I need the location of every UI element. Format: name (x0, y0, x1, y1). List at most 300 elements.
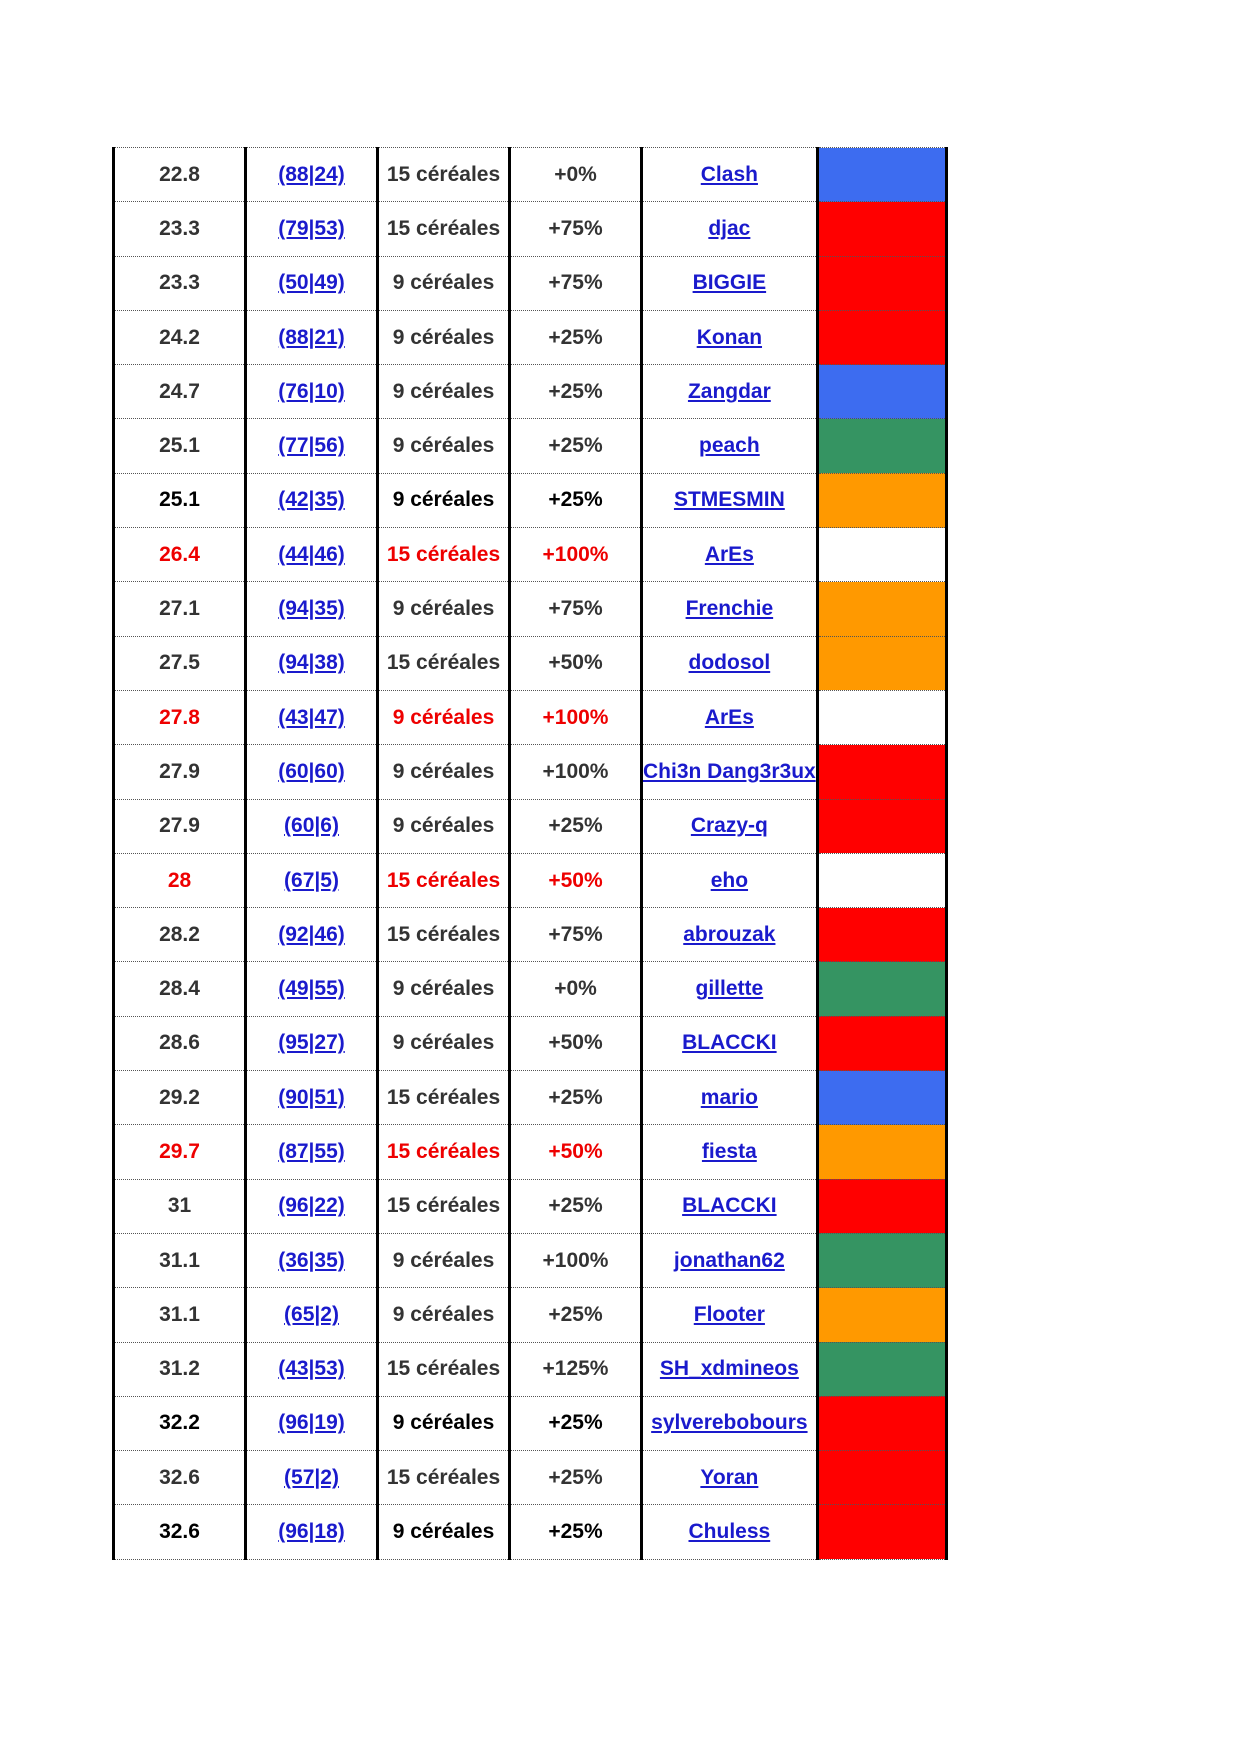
bonus-text: +25% (548, 1194, 603, 1218)
score-text: 23.3 (159, 216, 200, 240)
coords-cell (246, 1505, 378, 1559)
player-link[interactable]: eho (710, 868, 749, 892)
coords-link[interactable]: (88|24) (278, 162, 345, 186)
coords-cell (246, 636, 378, 690)
bonus-text: +75% (548, 271, 603, 295)
bonus-text: +25% (548, 1302, 603, 1326)
cereals-cell (378, 1125, 510, 1179)
score-cell (114, 853, 246, 907)
color-swatch (817, 1233, 946, 1287)
coords-link[interactable]: (92|46) (278, 922, 345, 946)
score-text: 27.8 (159, 705, 200, 729)
cereals-cell (378, 1505, 510, 1559)
table-row (114, 1451, 947, 1505)
cereals-text: 9 céréales (392, 705, 495, 729)
color-swatch (817, 799, 946, 853)
player-cell (642, 256, 818, 310)
coords-cell (246, 473, 378, 527)
coords-link[interactable]: (42|35) (278, 488, 345, 512)
cereals-cell (378, 365, 510, 419)
cereals-cell (378, 419, 510, 473)
color-swatch (817, 202, 946, 256)
score-text: 28 (167, 868, 192, 892)
player-link[interactable]: sylverebobours (651, 1411, 808, 1435)
score-cell (114, 1505, 246, 1559)
bonus-text: +75% (548, 597, 603, 621)
player-cell (642, 202, 818, 256)
score-cell (114, 1396, 246, 1450)
score-cell (114, 1451, 246, 1505)
table-row (114, 582, 947, 636)
score-cell (114, 1016, 246, 1070)
bonus-cell (510, 1451, 642, 1505)
bonus-cell (510, 365, 642, 419)
score-text: 27.9 (159, 814, 200, 838)
coords-link[interactable]: (94|35) (278, 597, 345, 621)
bonus-text: +25% (548, 434, 603, 458)
cereals-cell (378, 1179, 510, 1233)
cereals-text: 9 céréales (392, 1248, 495, 1272)
bonus-text: +25% (548, 1085, 603, 1109)
coords-cell (246, 1016, 378, 1070)
score-text: 25.1 (159, 488, 200, 512)
player-link[interactable]: Chuless (688, 1520, 771, 1544)
cereals-text: 15 céréales (386, 868, 501, 892)
table-row (114, 1179, 947, 1233)
bonus-text: +75% (548, 922, 603, 946)
bonus-text: +50% (548, 1031, 603, 1055)
cereals-text: 9 céréales (392, 1520, 495, 1544)
coords-cell (246, 419, 378, 473)
player-cell (642, 365, 818, 419)
cereals-text: 9 céréales (392, 759, 495, 783)
player-cell (642, 853, 818, 907)
player-link[interactable]: djac (708, 216, 751, 240)
player-link[interactable]: BLACCKI (682, 1194, 777, 1218)
coords-link[interactable]: (65|2) (284, 1302, 339, 1326)
player-link[interactable]: peach (699, 434, 760, 458)
player-cell (642, 962, 818, 1016)
player-link[interactable]: Flooter (693, 1302, 765, 1326)
bonus-text: +25% (548, 379, 603, 403)
cereals-cell (378, 799, 510, 853)
bonus-cell (510, 799, 642, 853)
color-swatch (817, 853, 946, 907)
cereals-text: 9 céréales (392, 271, 495, 295)
coords-link[interactable]: (60|60) (278, 759, 345, 783)
coords-cell (246, 1071, 378, 1125)
table-row (114, 1342, 947, 1396)
player-cell (642, 636, 818, 690)
coords-link[interactable]: (79|53) (278, 216, 345, 240)
player-link[interactable]: Clash (700, 162, 758, 186)
cereals-cell (378, 256, 510, 310)
coords-link[interactable]: (76|10) (278, 379, 345, 403)
table-row (114, 908, 947, 962)
coords-cell (246, 1233, 378, 1287)
player-cell (642, 799, 818, 853)
color-swatch (817, 528, 946, 582)
bonus-text: +0% (554, 977, 597, 1001)
color-swatch (817, 1396, 946, 1450)
cereals-text: 9 céréales (392, 1411, 495, 1435)
bonus-cell (510, 148, 642, 202)
table-row (114, 473, 947, 527)
score-cell (114, 1179, 246, 1233)
cereals-text: 9 céréales (392, 977, 495, 1001)
player-link[interactable]: Yoran (700, 1465, 759, 1489)
cereals-cell (378, 962, 510, 1016)
color-swatch (817, 908, 946, 962)
cereals-cell (378, 528, 510, 582)
cereals-text: 9 céréales (392, 1031, 495, 1055)
bonus-text: +25% (548, 1411, 603, 1435)
table-row (114, 1071, 947, 1125)
cereals-text: 9 céréales (392, 1302, 495, 1326)
coords-cell (246, 962, 378, 1016)
score-text: 28.6 (159, 1031, 200, 1055)
coords-cell (246, 202, 378, 256)
table-row (114, 1288, 947, 1342)
coords-link[interactable]: (96|19) (278, 1411, 345, 1435)
table-row (114, 1233, 947, 1287)
player-link[interactable]: ArEs (704, 705, 754, 729)
player-cell (642, 690, 818, 744)
score-text: 31.1 (159, 1302, 200, 1326)
bonus-cell (510, 310, 642, 364)
results-table (112, 147, 948, 1560)
cereals-cell (378, 1233, 510, 1287)
coords-link[interactable]: (95|27) (278, 1031, 345, 1055)
player-cell (642, 1288, 818, 1342)
player-cell (642, 1233, 818, 1287)
bonus-text: +50% (548, 868, 603, 892)
table-row (114, 419, 947, 473)
score-text: 32.6 (159, 1465, 200, 1489)
bonus-text: +25% (548, 488, 603, 512)
bonus-cell (510, 1125, 642, 1179)
score-text: 24.2 (159, 325, 200, 349)
player-link[interactable]: ArEs (704, 542, 754, 566)
coords-link[interactable]: (50|49) (278, 271, 345, 295)
cereals-cell (378, 202, 510, 256)
player-link[interactable]: Chi3n Dang3r3ux (643, 759, 816, 783)
color-swatch (817, 1016, 946, 1070)
score-cell (114, 1071, 246, 1125)
score-text: 28.4 (159, 977, 200, 1001)
player-link[interactable]: Zangdar (687, 379, 771, 403)
coords-link[interactable]: (96|22) (278, 1194, 345, 1218)
coords-link[interactable]: (88|21) (278, 325, 345, 349)
player-cell (642, 1071, 818, 1125)
player-cell (642, 1342, 818, 1396)
player-cell (642, 1179, 818, 1233)
cereals-cell (378, 745, 510, 799)
bonus-cell (510, 582, 642, 636)
table-row (114, 799, 947, 853)
player-link[interactable]: Konan (696, 325, 763, 349)
score-text: 22.8 (159, 162, 200, 186)
score-cell (114, 582, 246, 636)
color-swatch (817, 962, 946, 1016)
color-swatch (817, 745, 946, 799)
score-text: 27.9 (159, 759, 200, 783)
cereals-text: 15 céréales (386, 651, 501, 675)
bonus-cell (510, 1179, 642, 1233)
player-cell (642, 1396, 818, 1450)
bonus-cell (510, 1233, 642, 1287)
score-cell (114, 1125, 246, 1179)
coords-link[interactable]: (36|35) (278, 1248, 345, 1272)
player-link[interactable]: fiesta (701, 1139, 757, 1163)
bonus-text: +50% (548, 1139, 603, 1163)
cereals-text: 15 céréales (386, 162, 501, 186)
coords-cell (246, 582, 378, 636)
bonus-text: +100% (542, 705, 609, 729)
score-cell (114, 908, 246, 962)
player-link[interactable]: Crazy-q (690, 814, 768, 838)
score-text: 27.5 (159, 651, 200, 675)
cereals-cell (378, 1288, 510, 1342)
cereals-text: 9 céréales (392, 379, 495, 403)
score-text: 28.2 (159, 922, 200, 946)
bonus-text: +100% (542, 759, 609, 783)
color-swatch (817, 1342, 946, 1396)
player-link[interactable]: BIGGIE (692, 271, 767, 295)
color-swatch (817, 148, 946, 202)
bonus-cell (510, 1071, 642, 1125)
coords-link[interactable]: (44|46) (278, 542, 345, 566)
cereals-cell (378, 473, 510, 527)
cereals-text: 15 céréales (386, 1139, 501, 1163)
coords-link[interactable]: (94|38) (278, 651, 345, 675)
coords-link[interactable]: (90|51) (278, 1085, 345, 1109)
table-row (114, 636, 947, 690)
player-cell (642, 908, 818, 962)
score-cell (114, 690, 246, 744)
player-link[interactable]: Frenchie (685, 597, 774, 621)
cereals-cell (378, 148, 510, 202)
score-cell (114, 962, 246, 1016)
coords-cell (246, 853, 378, 907)
coords-cell (246, 1342, 378, 1396)
bonus-cell (510, 419, 642, 473)
score-text: 29.7 (159, 1139, 200, 1163)
cereals-cell (378, 636, 510, 690)
player-cell (642, 473, 818, 527)
score-text: 32.2 (159, 1411, 200, 1435)
color-swatch (817, 1288, 946, 1342)
table-row (114, 962, 947, 1016)
coords-cell (246, 365, 378, 419)
cereals-text: 15 céréales (386, 1194, 501, 1218)
player-link[interactable]: dodosol (688, 651, 771, 675)
score-cell (114, 528, 246, 582)
player-link[interactable]: jonathan62 (673, 1248, 785, 1272)
bonus-cell (510, 1288, 642, 1342)
color-swatch (817, 1071, 946, 1125)
table-row (114, 690, 947, 744)
cereals-cell (378, 1342, 510, 1396)
table-row (114, 745, 947, 799)
bonus-text: +25% (548, 325, 603, 349)
coords-link[interactable]: (77|56) (278, 434, 345, 458)
coords-cell (246, 528, 378, 582)
coords-cell (246, 256, 378, 310)
cereals-cell (378, 1451, 510, 1505)
table-row (114, 202, 947, 256)
cereals-cell (378, 690, 510, 744)
player-cell (642, 528, 818, 582)
player-link[interactable]: STMESMIN (673, 488, 785, 512)
color-swatch (817, 1179, 946, 1233)
bonus-cell (510, 636, 642, 690)
coords-cell (246, 908, 378, 962)
cereals-cell (378, 310, 510, 364)
table-row (114, 1396, 947, 1450)
score-text: 32.6 (159, 1520, 200, 1544)
cereals-cell (378, 1396, 510, 1450)
cereals-text: 15 céréales (386, 1465, 501, 1489)
player-cell (642, 582, 818, 636)
player-cell (642, 1451, 818, 1505)
player-cell (642, 310, 818, 364)
cereals-text: 9 céréales (392, 434, 495, 458)
table-row (114, 365, 947, 419)
bonus-cell (510, 528, 642, 582)
color-swatch (817, 365, 946, 419)
cereals-cell (378, 1016, 510, 1070)
score-text: 26.4 (159, 542, 200, 566)
color-swatch (817, 1451, 946, 1505)
score-text: 23.3 (159, 271, 200, 295)
player-link[interactable]: mario (700, 1085, 758, 1109)
bonus-cell (510, 256, 642, 310)
bonus-cell (510, 1342, 642, 1396)
cereals-cell (378, 853, 510, 907)
color-swatch (817, 636, 946, 690)
table-row (114, 853, 947, 907)
table-row (114, 1505, 947, 1559)
bonus-text: +25% (548, 1520, 603, 1544)
bonus-text: +50% (548, 651, 603, 675)
table-row (114, 1016, 947, 1070)
coords-link[interactable]: (87|55) (278, 1139, 345, 1163)
player-link[interactable]: abrouzak (683, 922, 776, 946)
player-cell (642, 419, 818, 473)
cereals-text: 15 céréales (386, 216, 501, 240)
color-swatch (817, 473, 946, 527)
score-cell (114, 310, 246, 364)
player-cell (642, 148, 818, 202)
table-row (114, 256, 947, 310)
bonus-text: +100% (542, 1248, 609, 1272)
score-text: 27.1 (159, 597, 200, 621)
score-cell (114, 202, 246, 256)
score-text: 25.1 (159, 434, 200, 458)
coords-link[interactable]: (43|47) (278, 705, 345, 729)
bonus-text: +25% (548, 1465, 603, 1489)
bonus-text: +125% (542, 1357, 609, 1381)
coords-link[interactable]: (60|6) (284, 814, 339, 838)
color-swatch (817, 690, 946, 744)
bonus-cell (510, 1396, 642, 1450)
player-link[interactable]: BLACCKI (682, 1031, 777, 1055)
coords-cell (246, 1179, 378, 1233)
bonus-cell (510, 690, 642, 744)
coords-cell (246, 745, 378, 799)
cereals-cell (378, 582, 510, 636)
score-cell (114, 148, 246, 202)
table-row (114, 148, 947, 202)
score-cell (114, 419, 246, 473)
bonus-cell (510, 1505, 642, 1559)
coords-link[interactable]: (49|55) (278, 977, 345, 1001)
score-cell (114, 636, 246, 690)
color-swatch (817, 1125, 946, 1179)
cereals-text: 9 céréales (392, 325, 495, 349)
coords-cell (246, 1451, 378, 1505)
cereals-cell (378, 1071, 510, 1125)
coords-cell (246, 1396, 378, 1450)
coords-cell (246, 690, 378, 744)
player-cell (642, 1125, 818, 1179)
score-text: 31 (167, 1194, 192, 1218)
score-text: 31.2 (159, 1357, 200, 1381)
bonus-text: +75% (548, 216, 603, 240)
score-cell (114, 473, 246, 527)
score-text: 24.7 (159, 379, 200, 403)
table-row (114, 528, 947, 582)
bonus-cell (510, 745, 642, 799)
coords-cell (246, 799, 378, 853)
score-text: 31.1 (159, 1248, 200, 1272)
player-link[interactable]: gillette (695, 977, 764, 1001)
bonus-cell (510, 853, 642, 907)
cereals-text: 9 céréales (392, 488, 495, 512)
color-swatch (817, 582, 946, 636)
coords-link[interactable]: (57|2) (284, 1465, 339, 1489)
player-cell (642, 1016, 818, 1070)
coords-link[interactable]: (43|53) (278, 1357, 345, 1381)
bonus-text: +100% (542, 542, 609, 566)
score-text: 29.2 (159, 1085, 200, 1109)
cereals-text: 15 céréales (386, 1085, 501, 1109)
color-swatch (817, 1505, 946, 1559)
score-cell (114, 1342, 246, 1396)
score-cell (114, 1233, 246, 1287)
coords-cell (246, 1288, 378, 1342)
score-cell (114, 256, 246, 310)
bonus-text: +25% (548, 814, 603, 838)
cereals-text: 15 céréales (386, 542, 501, 566)
color-swatch (817, 256, 946, 310)
bonus-cell (510, 473, 642, 527)
coords-link[interactable]: (67|5) (284, 868, 339, 892)
coords-cell (246, 1125, 378, 1179)
score-cell (114, 799, 246, 853)
player-link[interactable]: SH_xdmineos (659, 1357, 799, 1381)
table-row (114, 310, 947, 364)
bonus-cell (510, 962, 642, 1016)
coords-link[interactable]: (96|18) (278, 1520, 345, 1544)
bonus-cell (510, 1016, 642, 1070)
bonus-cell (510, 202, 642, 256)
coords-cell (246, 148, 378, 202)
bonus-text: +0% (554, 162, 597, 186)
cereals-text: 15 céréales (386, 922, 501, 946)
bonus-cell (510, 908, 642, 962)
